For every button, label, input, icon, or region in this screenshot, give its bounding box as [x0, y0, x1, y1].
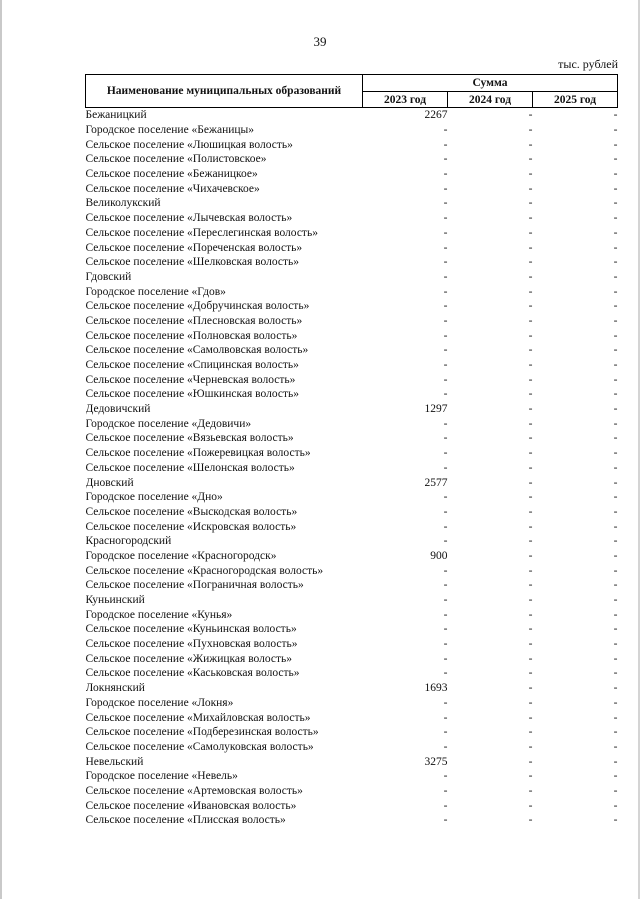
municipality-name: Сельское поселение «Добручинская волость»: [85, 300, 310, 313]
amount-2025: -: [613, 182, 618, 195]
scan-left-edge: [0, 0, 2, 899]
municipality-name: Сельское поселение «Искровская волость»: [85, 520, 297, 533]
amount-2023: -: [443, 505, 448, 518]
amount-2023: -: [443, 784, 448, 797]
municipality-name: Сельское поселение «Выскодская волость»: [85, 505, 298, 518]
amount-2025: -: [613, 153, 618, 166]
amount-2025: -: [613, 579, 618, 592]
amount-2025: -: [613, 212, 618, 225]
municipality-name: Сельское поселение «Куньинская волость»: [85, 623, 297, 636]
table-row: [86, 505, 618, 520]
municipality-name: Городское поселение «Кунья»: [85, 608, 233, 621]
amount-2025: -: [613, 241, 618, 254]
amount-2023: -: [443, 197, 448, 210]
units-label: тыс. рублей: [558, 57, 618, 71]
amount-2023: -: [443, 314, 448, 327]
amount-2024: -: [528, 300, 533, 313]
amount-2023: 900: [430, 549, 448, 562]
amount-2024: -: [528, 403, 533, 416]
amount-2025: -: [613, 476, 618, 489]
amount-2025: -: [613, 535, 618, 548]
amount-2023: -: [443, 124, 448, 137]
amount-2023: -: [443, 138, 448, 151]
amount-2023: -: [443, 491, 448, 504]
municipality-name: Сельское поселение «Ивановская волость»: [85, 799, 297, 812]
amount-2024: -: [528, 682, 533, 695]
municipality-name: Сельское поселение «Жижицкая волость»: [85, 652, 293, 665]
amount-2025: -: [613, 520, 618, 533]
amount-2025: -: [613, 403, 618, 416]
amount-2023: -: [443, 153, 448, 166]
amount-2023: -: [443, 182, 448, 195]
amount-2025: -: [613, 388, 618, 401]
amount-2023: -: [443, 814, 448, 827]
amount-2024: -: [528, 212, 533, 225]
municipality-name: Сельское поселение «Чихачевское»: [85, 182, 260, 195]
municipality-name: Сельское поселение «Плесновская волость»: [85, 314, 303, 327]
amount-2023: -: [443, 285, 448, 298]
table-row: [86, 328, 618, 343]
amount-2024: -: [528, 579, 533, 592]
amount-2025: -: [613, 417, 618, 430]
municipality-name: Сельское поселение «Михайловская волость»: [85, 711, 311, 724]
amount-2025: -: [613, 359, 618, 372]
amount-2023: -: [443, 535, 448, 548]
page-number: 39: [313, 34, 327, 49]
amount-2025: -: [613, 726, 618, 739]
municipality-name: Сельское поселение «Полновская волость»: [85, 329, 298, 342]
amount-2024: -: [528, 638, 533, 651]
municipality-name: Сельское поселение «Бежаницкое»: [85, 168, 258, 181]
amount-2024: -: [528, 344, 533, 357]
municipality-name: Сельское поселение «Пожеревицкая волость»: [85, 447, 311, 460]
municipality-name: Сельское поселение «Шелонская волость»: [85, 461, 295, 474]
table-row: [86, 607, 618, 622]
amount-2024: -: [528, 417, 533, 430]
municipality-name: Городское поселение «Красногородск»: [85, 549, 277, 562]
table-row: [86, 622, 618, 637]
amount-2025: -: [613, 256, 618, 269]
table-row: [86, 461, 618, 476]
table-body: [86, 108, 618, 828]
amount-2024: -: [528, 564, 533, 577]
municipality-name: Сельское поселение «Юшкинская волость»: [85, 388, 300, 401]
table-row: [86, 666, 618, 681]
amount-2024: -: [528, 535, 533, 548]
table-row: [86, 387, 618, 402]
amount-2023: -: [443, 740, 448, 753]
municipality-name: Сельское поселение «Вязьевская волость»: [85, 432, 294, 445]
budget-table: [85, 74, 618, 828]
amount-2025: -: [613, 344, 618, 357]
amount-2025: -: [613, 711, 618, 724]
table-row: [86, 181, 618, 196]
amount-2025: -: [613, 226, 618, 239]
amount-2024: -: [528, 608, 533, 621]
amount-2025: -: [613, 124, 618, 137]
municipality-name: Городское поселение «Дно»: [85, 491, 223, 504]
header-year-2023: 2023 год: [363, 92, 448, 108]
amount-2025: -: [613, 740, 618, 753]
amount-2025: -: [613, 329, 618, 342]
table-row: [86, 358, 618, 373]
table-row: [86, 651, 618, 666]
amount-2023: -: [443, 270, 448, 283]
table-header-row: [86, 75, 618, 92]
table-row: [86, 152, 618, 167]
table-row: [86, 299, 618, 314]
amount-2023: -: [443, 168, 448, 181]
municipality-name: Городское поселение «Бежаницы»: [85, 124, 255, 137]
table-row: [86, 226, 618, 241]
table-row: [86, 696, 618, 711]
municipality-name: Сельское поселение «Плисская волость»: [85, 814, 286, 827]
amount-2024: -: [528, 755, 533, 768]
amount-2023: -: [443, 667, 448, 680]
table-row: [86, 446, 618, 461]
municipality-name: Сельское поселение «Спицинская волость»: [85, 359, 299, 372]
amount-2023: 2577: [424, 476, 448, 489]
amount-2024: -: [528, 696, 533, 709]
amount-2023: -: [443, 241, 448, 254]
amount-2024: -: [528, 197, 533, 210]
municipality-name: Городское поселение «Дедовичи»: [85, 417, 252, 430]
amount-2025: -: [613, 549, 618, 562]
municipality-name: Дедовичский: [85, 403, 151, 416]
municipality-name: Дновский: [85, 476, 134, 489]
municipality-name: Сельское поселение «Красногородская волость»: [85, 564, 324, 577]
table-row: [86, 784, 618, 799]
amount-2023: -: [443, 711, 448, 724]
table-row: [86, 343, 618, 358]
amount-2023: 1693: [424, 682, 448, 695]
table-row: [86, 137, 618, 152]
table-row: [86, 255, 618, 270]
table-row: [86, 240, 618, 255]
table-row: [86, 710, 618, 725]
municipality-name: Невельский: [85, 755, 144, 768]
amount-2023: -: [443, 579, 448, 592]
municipality-name: Сельское поселение «Лычевская волость»: [85, 212, 293, 225]
amount-2024: -: [528, 476, 533, 489]
amount-2025: -: [613, 623, 618, 636]
amount-2025: -: [613, 638, 618, 651]
amount-2023: -: [443, 652, 448, 665]
amount-2024: -: [528, 226, 533, 239]
amount-2025: -: [613, 505, 618, 518]
amount-2025: -: [613, 461, 618, 474]
amount-2025: -: [613, 564, 618, 577]
table-row: [86, 211, 618, 226]
amount-2025: -: [613, 197, 618, 210]
amount-2025: -: [613, 168, 618, 181]
table-row: [86, 637, 618, 652]
amount-2024: -: [528, 740, 533, 753]
amount-2023: 1297: [424, 403, 448, 416]
amount-2025: -: [613, 608, 618, 621]
amount-2025: -: [613, 314, 618, 327]
amount-2023: -: [443, 770, 448, 783]
table-row: [86, 769, 618, 784]
amount-2023: -: [443, 608, 448, 621]
amount-2025: -: [613, 300, 618, 313]
amount-2024: -: [528, 461, 533, 474]
amount-2024: -: [528, 784, 533, 797]
table-row: [86, 416, 618, 431]
amount-2023: -: [443, 594, 448, 607]
table-row: [86, 284, 618, 299]
table-row: [86, 519, 618, 534]
municipality-name: Городское поселение «Локня»: [85, 696, 234, 709]
municipality-name: Городское поселение «Гдов»: [85, 285, 226, 298]
amount-2023: -: [443, 212, 448, 225]
amount-2024: -: [528, 594, 533, 607]
amount-2023: -: [443, 359, 448, 372]
amount-2023: -: [443, 373, 448, 386]
amount-2023: -: [443, 520, 448, 533]
amount-2024: -: [528, 138, 533, 151]
amount-2024: -: [528, 667, 533, 680]
amount-2023: -: [443, 461, 448, 474]
table-row: [86, 563, 618, 578]
amount-2024: -: [528, 153, 533, 166]
header-name: Наименование муниципальных образований: [86, 75, 363, 108]
amount-2024: -: [528, 799, 533, 812]
municipality-name: Сельское поселение «Переслегинская волость»: [85, 226, 318, 239]
municipality-name: Сельское поселение «Полистовское»: [85, 153, 267, 166]
amount-2024: -: [528, 329, 533, 342]
amount-2024: -: [528, 314, 533, 327]
table-row: [86, 725, 618, 740]
municipality-name: Сельское поселение «Пореченская волость»: [85, 241, 303, 254]
amount-2025: -: [613, 285, 618, 298]
municipality-name: Сельское поселение «Самолуковская волость»: [85, 740, 314, 753]
table-row: [86, 402, 618, 417]
amount-2023: 2267: [424, 109, 448, 122]
municipality-name: Бежаницкий: [85, 109, 147, 122]
amount-2025: -: [613, 667, 618, 680]
table-row: [86, 196, 618, 211]
amount-2024: -: [528, 814, 533, 827]
table-row: [86, 108, 618, 123]
amount-2024: -: [528, 373, 533, 386]
amount-2024: -: [528, 505, 533, 518]
amount-2025: -: [613, 652, 618, 665]
amount-2025: -: [613, 447, 618, 460]
amount-2023: -: [443, 638, 448, 651]
amount-2024: -: [528, 182, 533, 195]
amount-2024: -: [528, 285, 533, 298]
table-row: [86, 490, 618, 505]
amount-2024: -: [528, 388, 533, 401]
amount-2024: -: [528, 241, 533, 254]
amount-2024: -: [528, 447, 533, 460]
table-row: [86, 534, 618, 549]
amount-2025: -: [613, 784, 618, 797]
municipality-name: Сельское поселение «Каськовская волость»: [85, 667, 300, 680]
table-row: [86, 372, 618, 387]
amount-2024: -: [528, 726, 533, 739]
municipality-name: Сельское поселение «Артемовская волость»: [85, 784, 303, 797]
amount-2023: -: [443, 432, 448, 445]
amount-2025: -: [613, 270, 618, 283]
municipality-name: Великолукский: [85, 197, 161, 210]
amount-2023: 3275: [424, 755, 448, 768]
amount-2024: -: [528, 359, 533, 372]
amount-2023: -: [443, 447, 448, 460]
table-row: [86, 431, 618, 446]
amount-2024: -: [528, 270, 533, 283]
amount-2023: -: [443, 564, 448, 577]
municipality-name: Локнянский: [85, 682, 145, 695]
amount-2025: -: [613, 109, 618, 122]
amount-2023: -: [443, 696, 448, 709]
header-sum: Сумма: [363, 75, 618, 92]
amount-2024: -: [528, 549, 533, 562]
table-row: [86, 740, 618, 755]
municipality-name: Сельское поселение «Самолвовская волость»: [85, 344, 309, 357]
table-row: [86, 549, 618, 564]
amount-2024: -: [528, 109, 533, 122]
header-year-2024: 2024 год: [448, 92, 533, 108]
amount-2025: -: [613, 594, 618, 607]
amount-2024: -: [528, 491, 533, 504]
municipality-name: Гдовский: [85, 270, 132, 283]
amount-2025: -: [613, 138, 618, 151]
amount-2025: -: [613, 755, 618, 768]
table-row: [86, 475, 618, 490]
table-row: [86, 167, 618, 182]
amount-2023: -: [443, 344, 448, 357]
amount-2024: -: [528, 168, 533, 181]
table-row: [86, 754, 618, 769]
amount-2025: -: [613, 799, 618, 812]
amount-2024: -: [528, 770, 533, 783]
amount-2025: -: [613, 814, 618, 827]
municipality-name: Красногородский: [85, 535, 172, 548]
amount-2023: -: [443, 256, 448, 269]
table-row: [86, 578, 618, 593]
municipality-name: Сельское поселение «Шелковская волость»: [85, 256, 299, 269]
municipality-name: Сельское поселение «Люшицкая волость»: [85, 138, 293, 151]
amount-2025: -: [613, 682, 618, 695]
table-row: [86, 593, 618, 608]
municipality-name: Куньинский: [85, 594, 145, 607]
amount-2025: -: [613, 432, 618, 445]
table-row: [86, 314, 618, 329]
amount-2024: -: [528, 623, 533, 636]
amount-2025: -: [613, 770, 618, 783]
amount-2024: -: [528, 520, 533, 533]
municipality-name: Сельское поселение «Пограничная волость»: [85, 579, 304, 592]
amount-2024: -: [528, 124, 533, 137]
amount-2023: -: [443, 329, 448, 342]
table-row: [86, 123, 618, 138]
header-year-2025: 2025 год: [533, 92, 618, 108]
amount-2023: -: [443, 417, 448, 430]
table-row: [86, 270, 618, 285]
municipality-name: Сельское поселение «Пухновская волость»: [85, 638, 298, 651]
amount-2023: -: [443, 388, 448, 401]
table-row: [86, 813, 618, 828]
amount-2024: -: [528, 256, 533, 269]
amount-2023: -: [443, 799, 448, 812]
amount-2025: -: [613, 696, 618, 709]
amount-2025: -: [613, 491, 618, 504]
amount-2023: -: [443, 623, 448, 636]
municipality-name: Городское поселение «Невель»: [85, 770, 238, 783]
amount-2024: -: [528, 711, 533, 724]
amount-2023: -: [443, 300, 448, 313]
table-row: [86, 798, 618, 813]
amount-2024: -: [528, 432, 533, 445]
amount-2025: -: [613, 373, 618, 386]
municipality-name: Сельское поселение «Черневская волость»: [85, 373, 296, 386]
amount-2023: -: [443, 726, 448, 739]
amount-2023: -: [443, 226, 448, 239]
municipality-name: Сельское поселение «Подберезинская волость»: [85, 726, 319, 739]
amount-2024: -: [528, 652, 533, 665]
table-row: [86, 681, 618, 696]
